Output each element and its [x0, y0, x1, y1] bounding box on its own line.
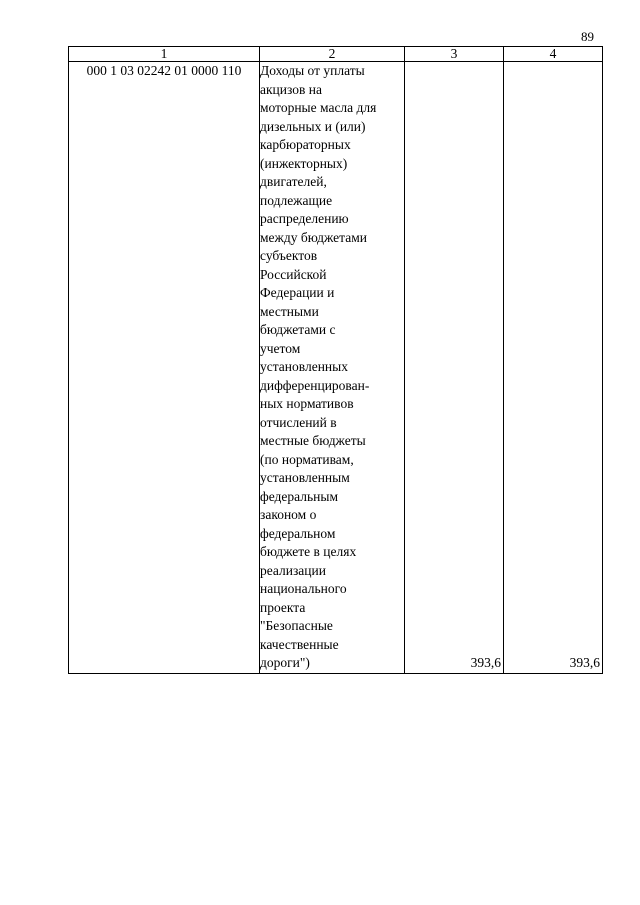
- name-line: установленным: [260, 470, 350, 485]
- name-line: местные бюджеты: [260, 433, 366, 448]
- name-line: федеральном: [260, 525, 336, 541]
- table-header-row: [69, 47, 603, 62]
- name-line: установленных: [260, 359, 348, 374]
- name-line: субъектов: [260, 248, 318, 263]
- name-line: бюджетами с: [260, 322, 336, 337]
- name-line: Доходы от уплаты: [260, 63, 365, 78]
- amount-col-4: 393,6: [504, 62, 603, 674]
- budget-revenue-table: [68, 46, 603, 674]
- name-line: моторные масла для: [260, 100, 377, 115]
- header-col-4: 4: [504, 47, 603, 62]
- name-line: дороги"): [260, 655, 310, 670]
- name-line: распределению: [260, 211, 349, 226]
- name-line: акцизов на: [260, 81, 322, 97]
- header-col-1: 1: [69, 47, 260, 62]
- name-line: учетом: [260, 340, 301, 356]
- name-line: (инжекторных): [260, 155, 348, 171]
- header-col-2: 2: [260, 47, 405, 62]
- name-line: проекта: [260, 599, 306, 615]
- name-line: качественные: [260, 636, 339, 652]
- name-line: двигателей,: [260, 174, 327, 189]
- revenue-name-cell: [260, 62, 405, 674]
- name-line: дизельных и (или): [260, 118, 366, 134]
- name-line: бюджете в целях: [260, 544, 357, 559]
- name-line: национального: [260, 581, 347, 596]
- name-line: законом о: [260, 507, 317, 522]
- name-line: федеральным: [260, 488, 339, 504]
- header-col-3: 3: [405, 47, 504, 62]
- name-line: отчислений в: [260, 414, 337, 430]
- name-line: ных нормативов: [260, 396, 354, 411]
- name-line: местными: [260, 303, 319, 319]
- name-line: между бюджетами: [260, 229, 367, 245]
- revenue-code-cell: 000 1 03 02242 01 0000 110: [69, 62, 260, 674]
- amount-col-3: 393,6: [405, 62, 504, 674]
- name-line: Федерации и: [260, 285, 335, 300]
- name-line: реализации: [260, 562, 326, 578]
- name-line: "Безопасные: [260, 618, 333, 633]
- name-line: карбюраторных: [260, 137, 351, 152]
- page-number: 89: [581, 29, 594, 44]
- name-line: дифференцирован-: [260, 377, 370, 393]
- table-row: [69, 62, 603, 674]
- name-line: подлежащие: [260, 192, 333, 208]
- name-line: Российской: [260, 266, 327, 282]
- name-line: (по нормативам,: [260, 451, 354, 467]
